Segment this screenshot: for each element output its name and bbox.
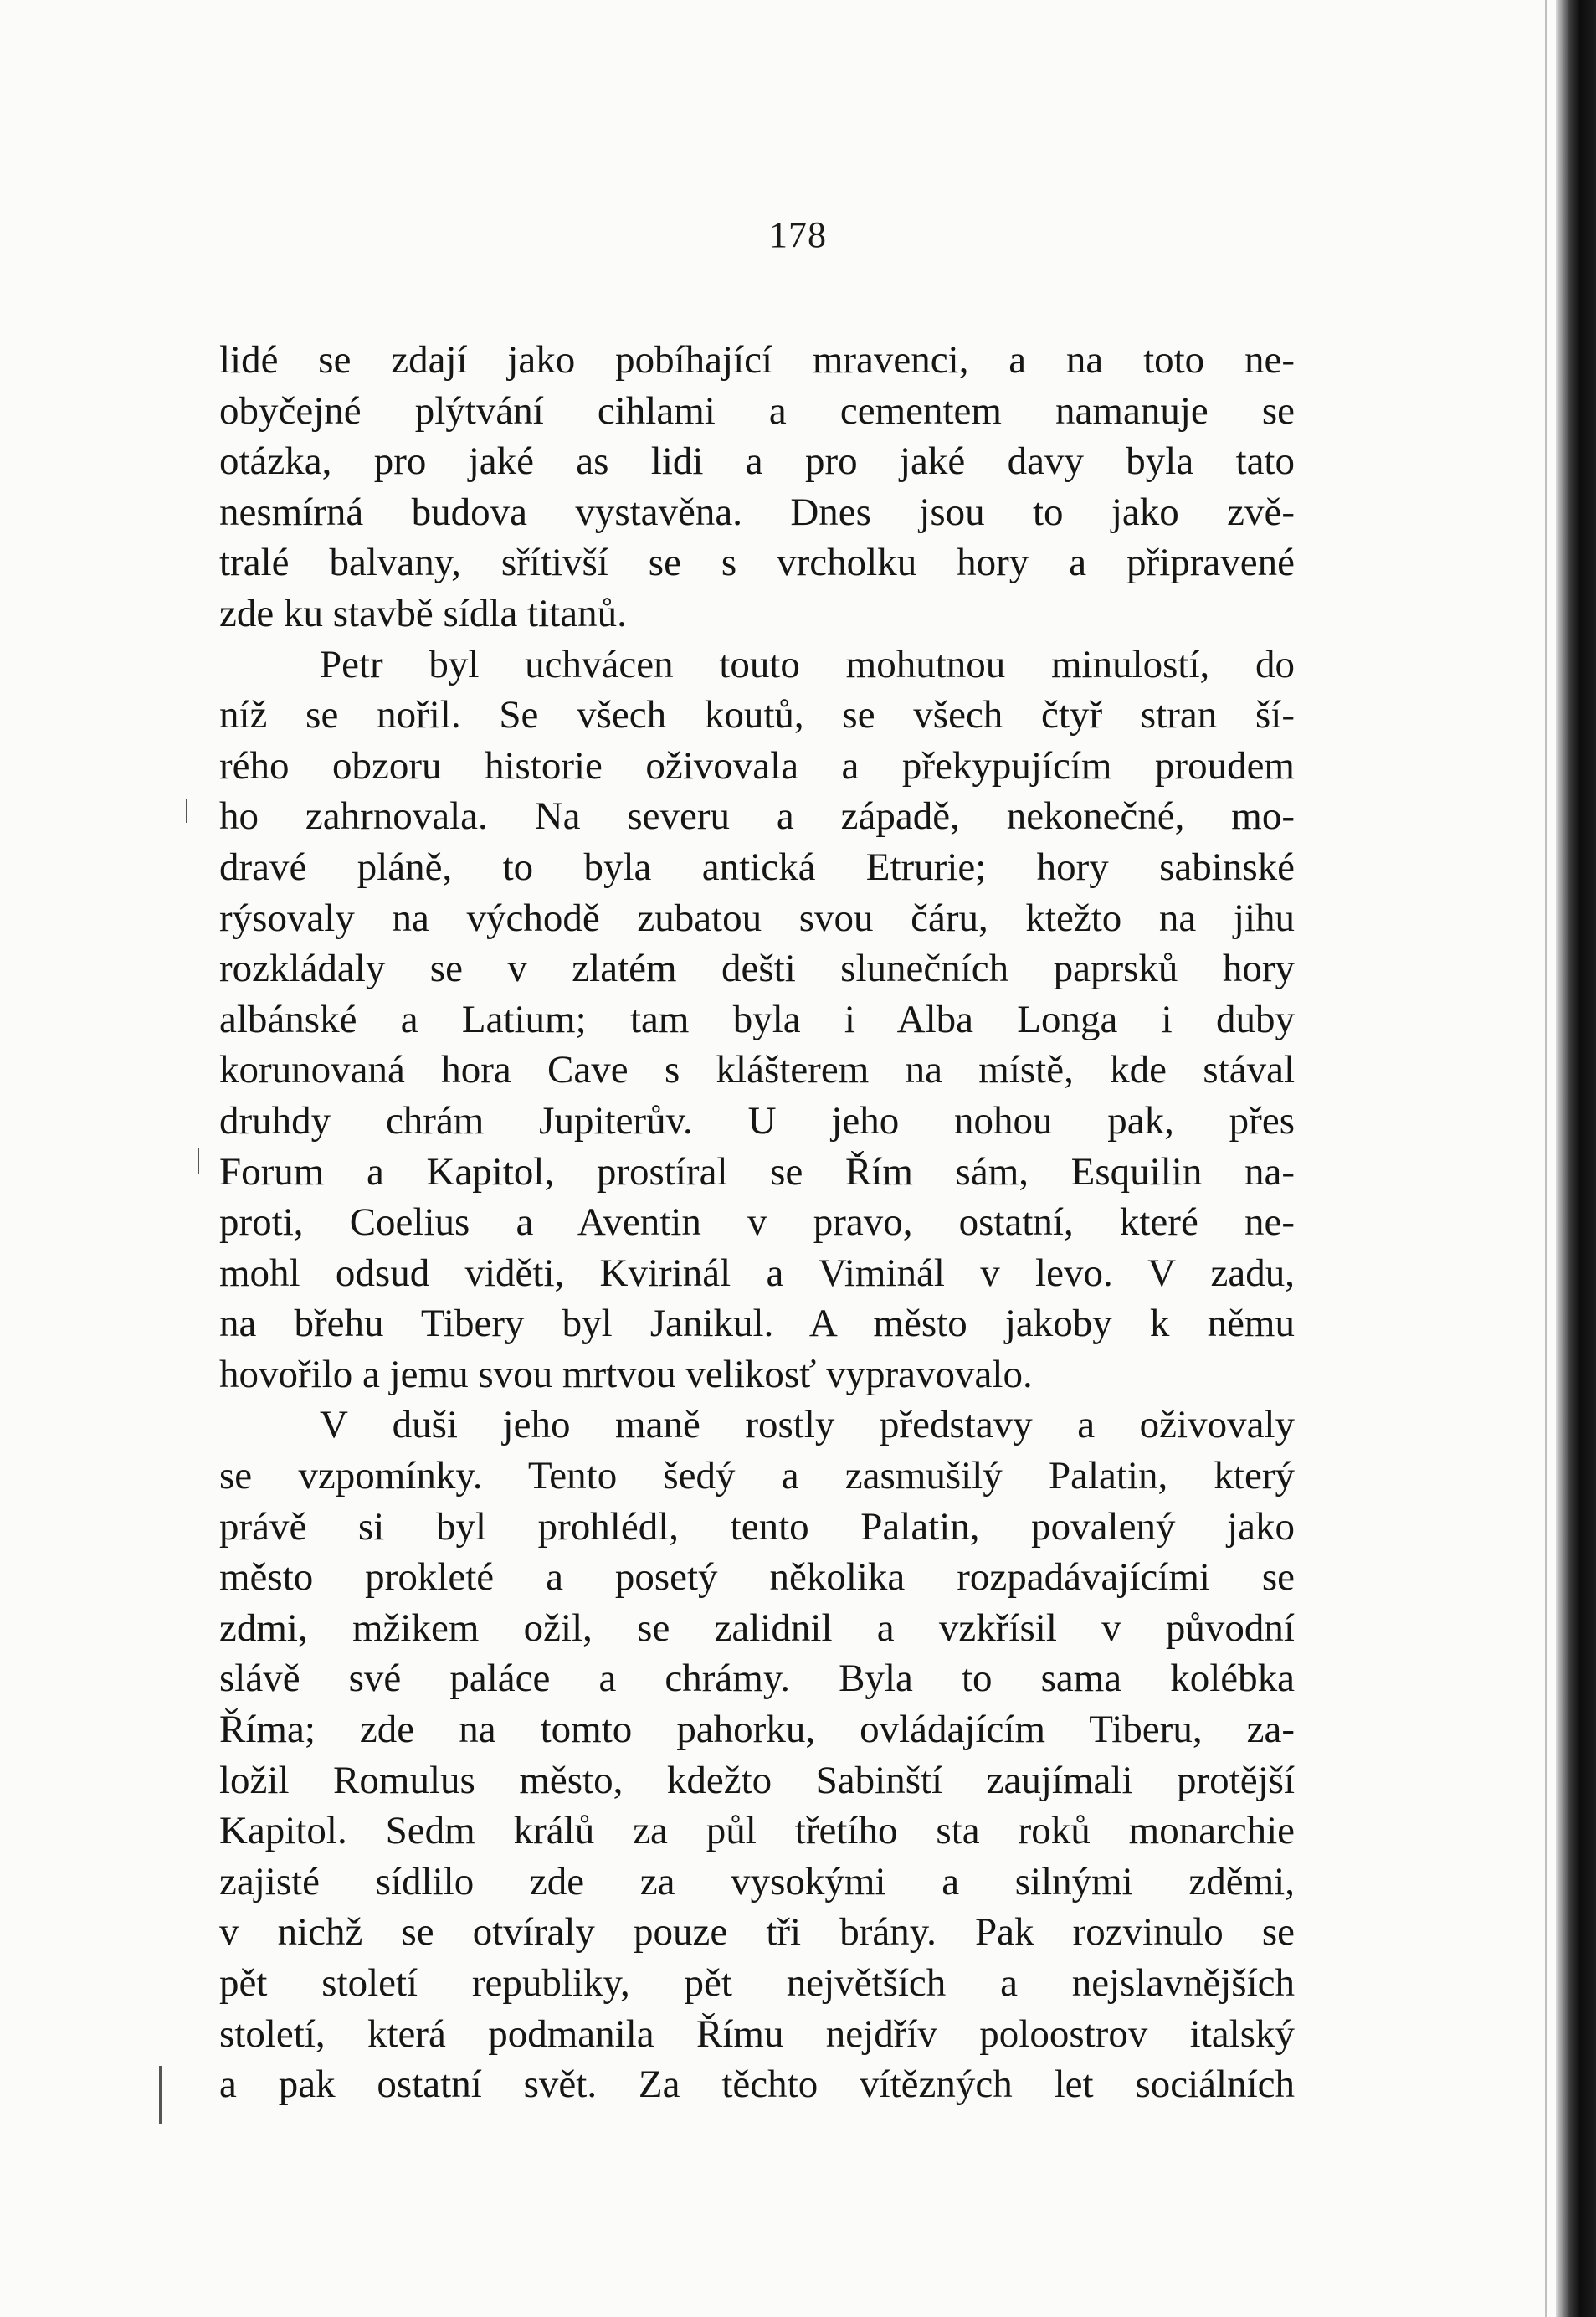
page-number: 178: [769, 214, 827, 255]
text-line: pět století republiky, pět největších a nejslavnějších: [219, 1961, 1295, 2005]
text-line: a pak ostatní svět. Za těchto vítězných let sociálních: [219, 2063, 1295, 2107]
text-line: proti, Coelius a Aventin v pravo, ostatní, které ne-: [219, 1200, 1295, 1245]
text-line: obyčejné plýtvání cihlami a cementem namanuje se: [219, 388, 1295, 433]
text-line: tralé balvany, sřítivší se s vrcholku hory a připravené: [219, 541, 1295, 585]
text-line: zdmi, mžikem ožil, se zalidnil a vzkřísil v původní: [219, 1605, 1295, 1650]
margin-mark: [159, 2066, 162, 2124]
text-line: albánské a Latium; tam byla i Alba Longa i duby: [219, 997, 1295, 1041]
text-line: Kapitol. Sedm králů za půl třetího sta roků monarchie: [219, 1809, 1295, 1853]
text-line: zde ku stavbě sídla titanů.: [219, 591, 627, 635]
text-line: slávě své paláce a chrámy. Byla to sama kolébka: [219, 1657, 1295, 1701]
text-line: otázka, pro jaké as lidi a pro jaké davy byla tato: [219, 439, 1295, 484]
text-line: století, která podmanila Římu nejdřív poloostrov italský: [219, 2011, 1295, 2056]
text-line: ložil Romulus město, kdežto Sabinští zaujímali protější: [219, 1758, 1295, 1802]
text-line: na břehu Tibery byl Janikul. A město jakoby k němu: [219, 1302, 1295, 1346]
text-line: rého obzoru historie oživovala a překypujícím proudem: [219, 743, 1295, 788]
margin-mark: [198, 1148, 199, 1174]
text-line: rozkládaly se v zlatém dešti slunečních paprsků hory: [219, 947, 1295, 991]
text-line: mohl odsud viděti, Kvirinál a Viminál v levo. V zadu,: [219, 1251, 1295, 1295]
text-line: lidé se zdají jako pobíhající mravenci, a na toto ne-: [219, 338, 1295, 382]
text-line: nesmírná budova vystavěna. Dnes jsou to jako zvě-: [219, 490, 1295, 534]
page-edge-shadow: [1545, 0, 1547, 2317]
text-line: níž se nořil. Se všech koutů, se všech čtyř stran ší-: [219, 693, 1295, 737]
text-line: Forum a Kapitol, prostíral se Řím sám, Esquilin na-: [219, 1149, 1295, 1194]
text-line: V duši jeho maně rostly představy a oživovaly: [320, 1403, 1295, 1447]
book-binding-edge: [1556, 0, 1596, 2317]
text-line: ho zahrnovala. Na severu a západě, nekonečné, mo-: [219, 794, 1295, 839]
text-line: město prokleté a posetý několika rozpadávajícími se: [219, 1555, 1295, 1600]
text-line: zajisté sídlilo zde za vysokými a silnými zděmi,: [219, 1859, 1295, 1903]
body-text: [219, 335, 1295, 2110]
text-line: rýsovaly na východě zubatou svou čáru, ktežto na jihu: [219, 896, 1295, 940]
margin-mark: [186, 799, 187, 823]
text-line: se vzpomínky. Tento šedý a zasmušilý Palatin, který: [219, 1454, 1295, 1498]
text-line: v nichž se otvíraly pouze tři brány. Pak rozvinulo se: [219, 1910, 1295, 1955]
text-line: korunovaná hora Cave s klášterem na místě, kde stával: [219, 1048, 1295, 1092]
text-line: dravé pláně, to byla antická Etrurie; hory sabinské: [219, 845, 1295, 889]
text-line: Petr byl uchvácen touto mohutnou minulostí, do: [320, 642, 1295, 686]
text-line: Říma; zde na tomto pahorku, ovládajícím Tiberu, za-: [219, 1708, 1295, 1752]
text-line: právě si byl prohlédl, tento Palatin, povalený jako: [219, 1504, 1295, 1549]
text-line: druhdy chrám Jupiterův. U jeho nohou pak, přes: [219, 1098, 1295, 1143]
text-line: hovořilo a jemu svou mrtvou velikosť vypravovalo.: [219, 1352, 1033, 1396]
